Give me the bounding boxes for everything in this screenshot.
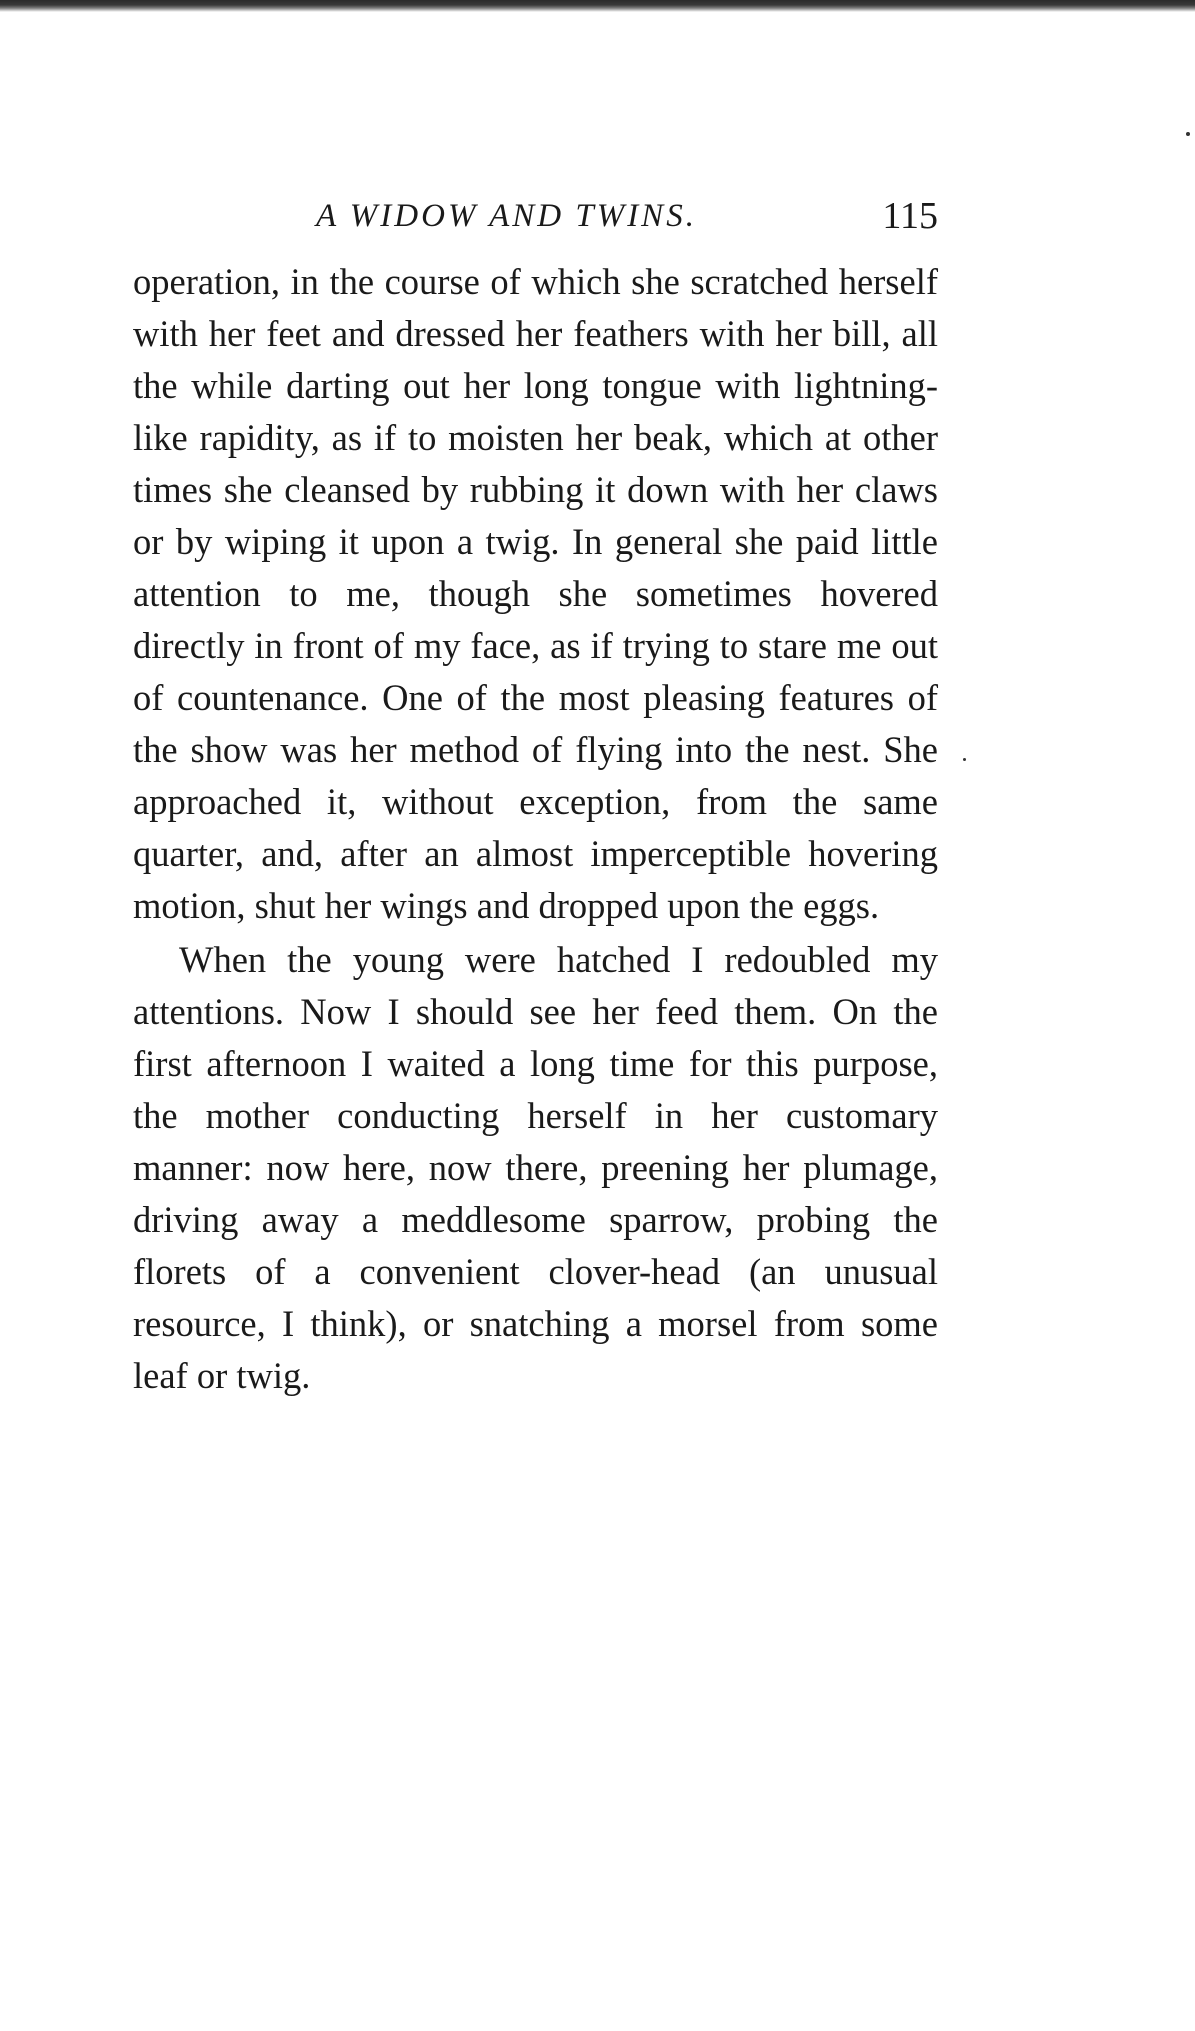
body-text (133, 256, 938, 1402)
scan-speck (963, 758, 966, 761)
book-page (133, 188, 938, 1402)
scan-speck (1186, 132, 1190, 136)
paragraph: When the young were hatched I redoubled my attentions. Now I should see her feed them. On the first afternoon I waited a long time for this purpose, the mother conducting herself in her customary manner: now here, now there, preening her plumage, driving away a meddlesome sparrow, probing the florets of a convenient clover-head (an unusual resource, I think), or snatching a morsel from some leaf or twig. (133, 939, 938, 1396)
page-number: 115 (882, 195, 938, 237)
running-header (133, 188, 938, 244)
running-title: A WIDOW AND TWINS. (316, 198, 697, 234)
scan-top-edge (0, 0, 1195, 12)
paragraph: operation, in the course of which she scratched herself with her feet and dressed her feathers with her bill, all the while darting out her long tongue with lightning-like rapidity, as if to moisten her beak, which at other times she cleansed by rubbing it down with her claws or by wiping it upon a twig. In general she paid little attention to me, though she sometimes hovered directly in front of my face, as if trying to stare me out of countenance. One of the most pleasing features of the show was her method of flying into the nest. She approached it, without exception, from the same quarter, and, after an almost imperceptible hovering motion, shut her wings and dropped upon the eggs. (133, 261, 938, 926)
